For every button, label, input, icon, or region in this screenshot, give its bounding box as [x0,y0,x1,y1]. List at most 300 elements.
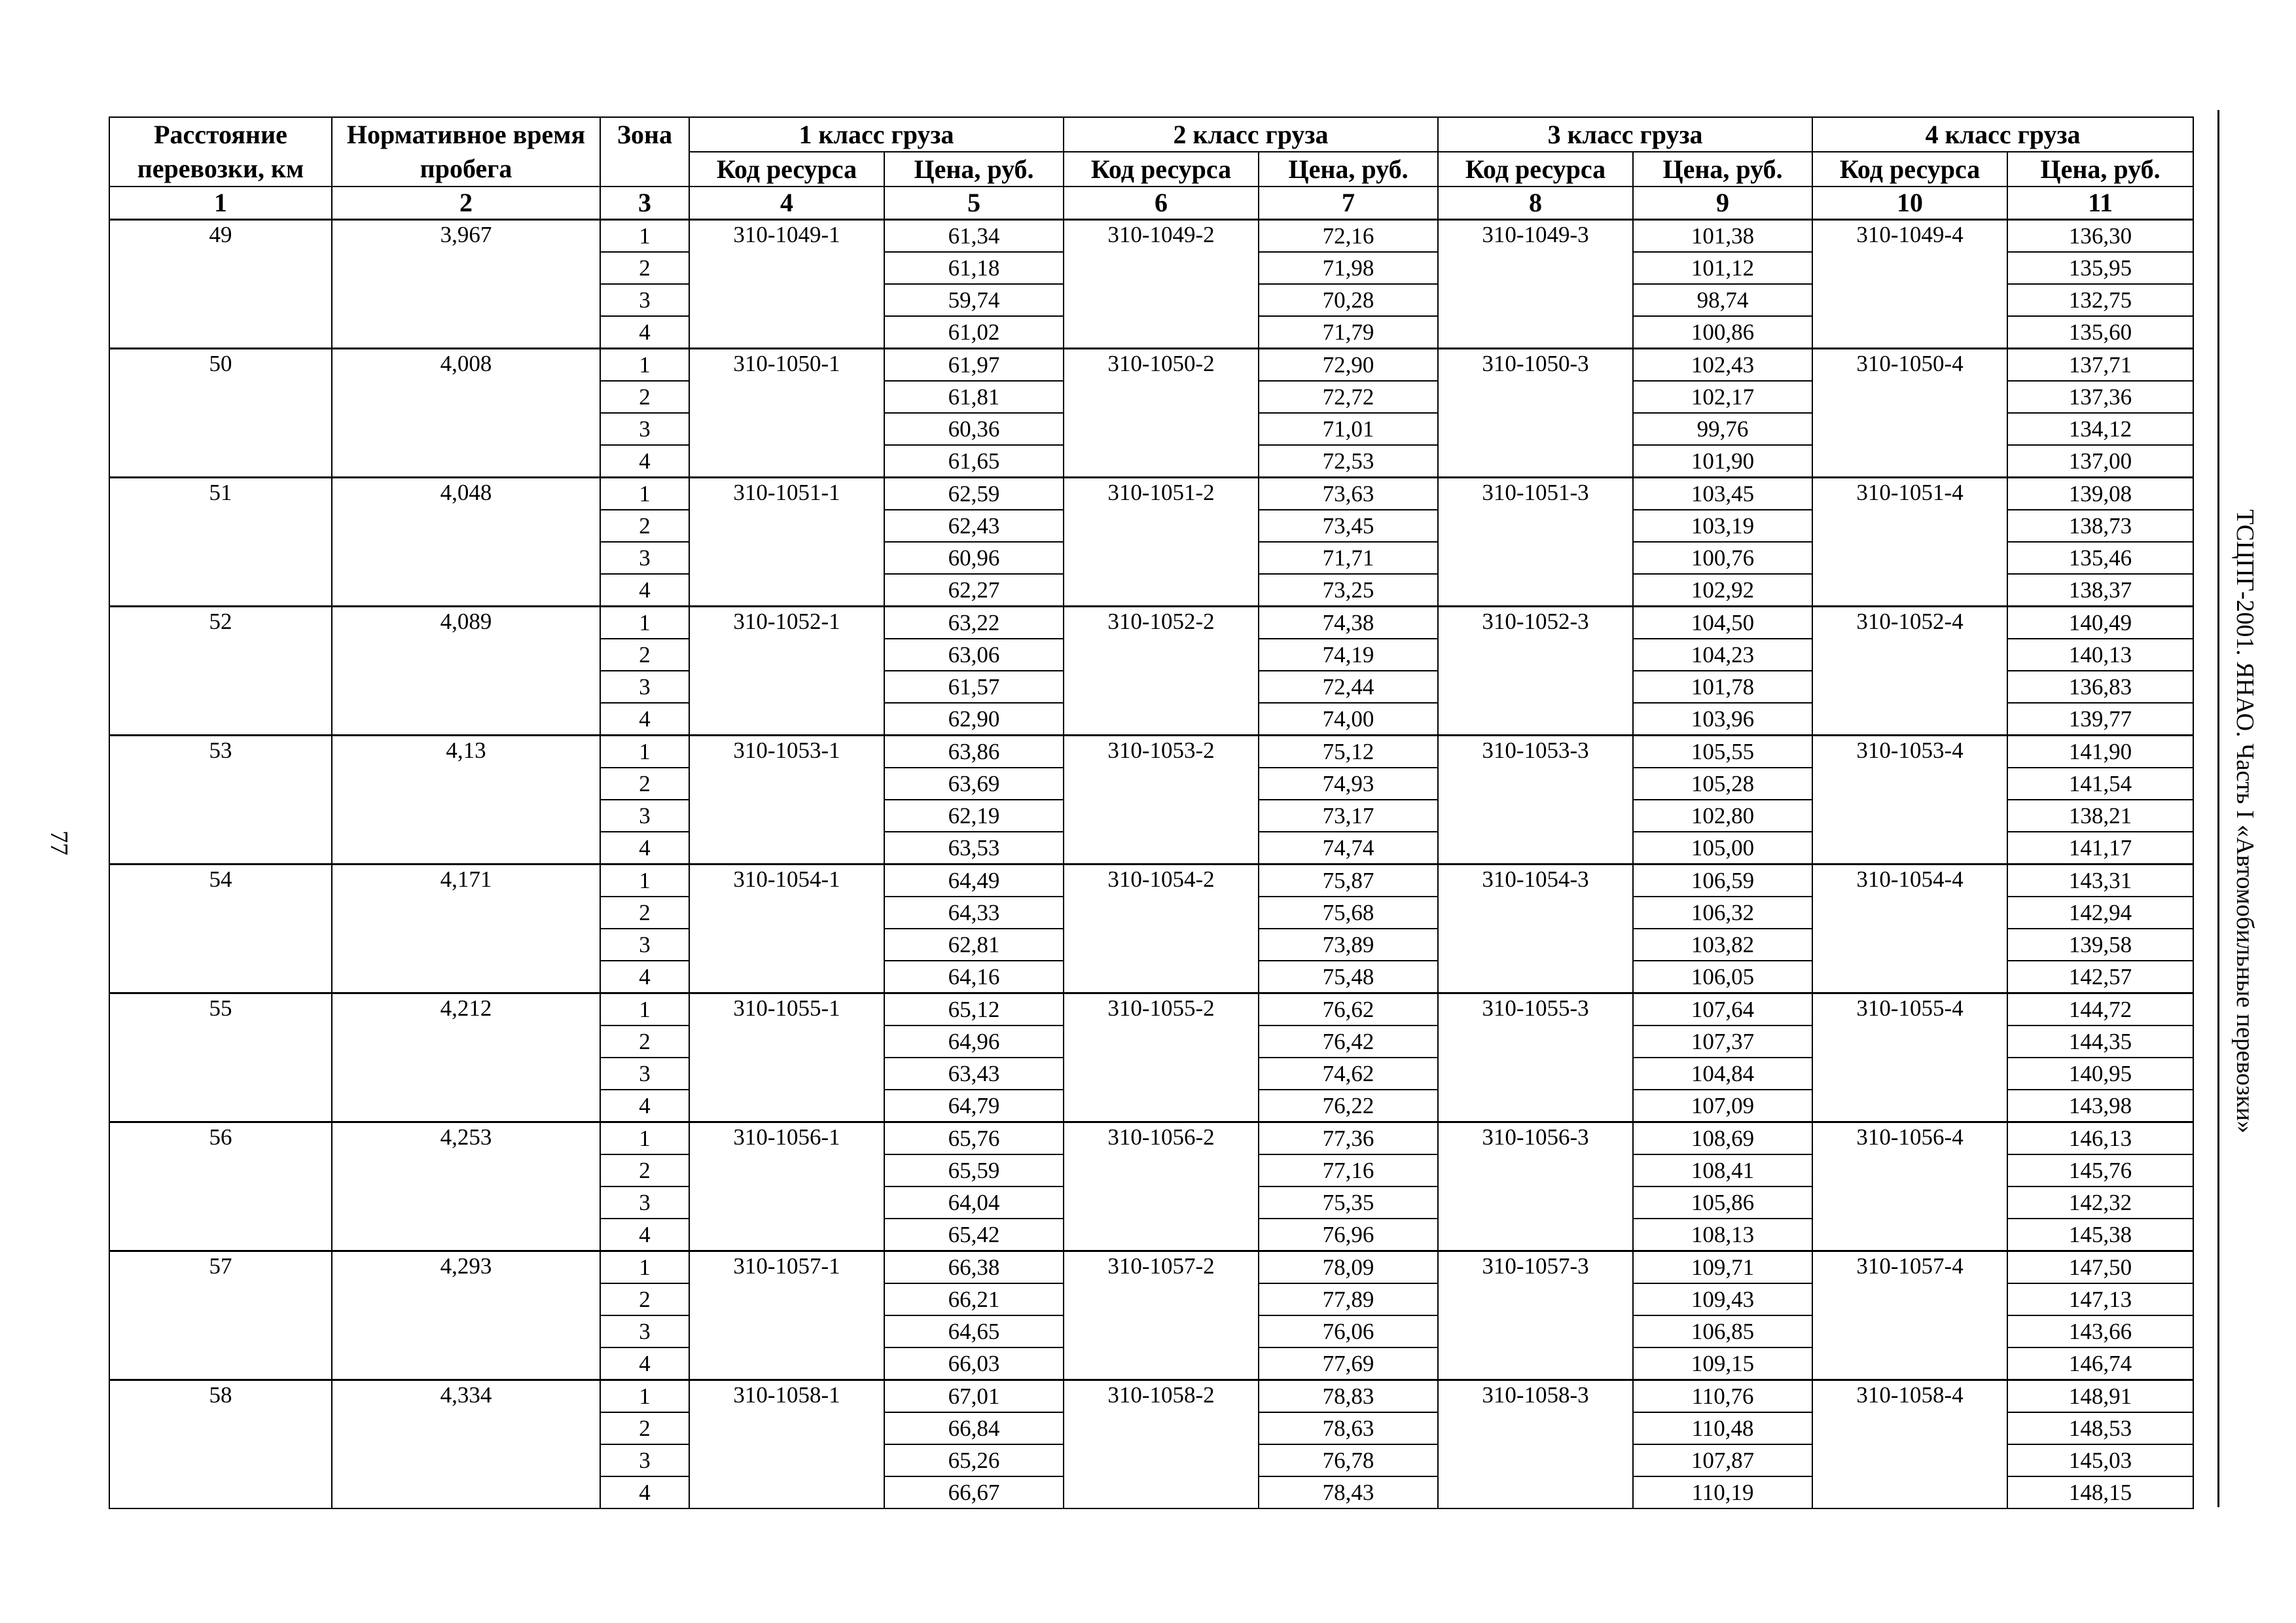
resource-code-cell: 310-1052-2 [1064,607,1259,736]
price-cell: 76,96 [1259,1219,1438,1251]
price-cell: 110,48 [1633,1412,1812,1444]
price-cell: 78,63 [1259,1412,1438,1444]
price-cell: 73,25 [1259,574,1438,607]
resource-code-cell: 310-1050-1 [689,349,884,478]
header-norm-time: Нормативное время пробега [332,117,600,187]
price-cell: 76,22 [1259,1090,1438,1122]
zone-cell: 4 [600,1476,689,1508]
column-number: 11 [2007,187,2193,220]
price-cell: 102,92 [1633,574,1812,607]
price-cell: 109,15 [1633,1347,1812,1380]
price-cell: 105,55 [1633,736,1812,768]
price-cell: 143,31 [2007,865,2193,897]
price-cell: 77,89 [1259,1283,1438,1315]
zone-cell: 2 [600,381,689,413]
price-cell: 139,77 [2007,703,2193,736]
price-cell: 99,76 [1633,413,1812,445]
zone-cell: 4 [600,1347,689,1380]
price-cell: 107,37 [1633,1026,1812,1058]
price-cell: 145,76 [2007,1154,2193,1186]
zone-cell: 4 [600,1219,689,1251]
zone-cell: 2 [600,1283,689,1315]
price-cell: 78,83 [1259,1380,1438,1413]
table-row [109,220,2193,253]
price-table [109,116,2194,1509]
header-price: Цена, руб. [884,152,1064,187]
price-cell: 77,36 [1259,1122,1438,1155]
zone-cell: 1 [600,220,689,253]
price-cell: 66,38 [884,1251,1064,1284]
distance-cell: 54 [109,865,332,993]
price-cell: 104,50 [1633,607,1812,639]
price-cell: 140,95 [2007,1058,2193,1090]
header-resource-code: Код ресурса [1064,152,1259,187]
price-cell: 102,43 [1633,349,1812,382]
price-cell: 106,59 [1633,865,1812,897]
price-cell: 145,03 [2007,1444,2193,1476]
norm-time-cell: 4,212 [332,993,600,1122]
resource-code-cell: 310-1053-3 [1438,736,1633,865]
distance-cell: 56 [109,1122,332,1251]
price-cell: 59,74 [884,284,1064,316]
price-cell: 74,93 [1259,768,1438,800]
price-cell: 142,94 [2007,897,2193,929]
zone-cell: 3 [600,1315,689,1347]
zone-cell: 1 [600,478,689,510]
distance-cell: 51 [109,478,332,607]
price-cell: 74,00 [1259,703,1438,736]
zone-cell: 1 [600,865,689,897]
price-cell: 61,02 [884,316,1064,349]
price-cell: 108,41 [1633,1154,1812,1186]
price-cell: 147,13 [2007,1283,2193,1315]
zone-cell: 4 [600,832,689,865]
price-cell: 65,42 [884,1219,1064,1251]
price-cell: 104,84 [1633,1058,1812,1090]
price-cell: 62,19 [884,800,1064,832]
price-cell: 74,62 [1259,1058,1438,1090]
zone-cell: 2 [600,1412,689,1444]
resource-code-cell: 310-1053-4 [1812,736,2007,865]
price-cell: 71,01 [1259,413,1438,445]
price-cell: 73,45 [1259,510,1438,542]
price-cell: 63,22 [884,607,1064,639]
resource-code-cell: 310-1054-1 [689,865,884,993]
header-resource-code: Код ресурса [689,152,884,187]
distance-cell: 57 [109,1251,332,1380]
price-cell: 62,43 [884,510,1064,542]
norm-time-cell: 4,253 [332,1122,600,1251]
header-price: Цена, руб. [1259,152,1438,187]
resource-code-cell: 310-1057-3 [1438,1251,1633,1380]
price-cell: 73,89 [1259,929,1438,961]
distance-cell: 53 [109,736,332,865]
column-number: 8 [1438,187,1633,220]
distance-cell: 49 [109,220,332,349]
price-cell: 102,80 [1633,800,1812,832]
zone-cell: 1 [600,1122,689,1155]
resource-code-cell: 310-1057-2 [1064,1251,1259,1380]
zone-cell: 2 [600,1026,689,1058]
price-cell: 101,38 [1633,220,1812,253]
zone-cell: 3 [600,542,689,574]
side-caption-text: ТСЦПГ-2001. ЯНАО. Часть I «Автомобильные перевозки» [2231,509,2259,1133]
resource-code-cell: 310-1051-3 [1438,478,1633,607]
resource-code-cell: 310-1057-1 [689,1251,884,1380]
resource-code-cell: 310-1052-4 [1812,607,2007,736]
price-cell: 110,19 [1633,1476,1812,1508]
price-cell: 66,03 [884,1347,1064,1380]
price-cell: 74,19 [1259,639,1438,671]
price-cell: 108,69 [1633,1122,1812,1155]
price-cell: 64,16 [884,961,1064,993]
column-number: 2 [332,187,600,220]
price-cell: 105,28 [1633,768,1812,800]
price-cell: 132,75 [2007,284,2193,316]
price-cell: 60,36 [884,413,1064,445]
zone-cell: 1 [600,349,689,382]
resource-code-cell: 310-1049-3 [1438,220,1633,349]
price-cell: 101,90 [1633,445,1812,478]
price-cell: 63,43 [884,1058,1064,1090]
price-cell: 103,19 [1633,510,1812,542]
price-cell: 141,90 [2007,736,2193,768]
distance-cell: 55 [109,993,332,1122]
price-cell: 145,38 [2007,1219,2193,1251]
header-resource-code: Код ресурса [1438,152,1633,187]
zone-cell: 3 [600,413,689,445]
price-cell: 78,09 [1259,1251,1438,1284]
price-cell: 148,91 [2007,1380,2193,1413]
column-number: 1 [109,187,332,220]
resource-code-cell: 310-1049-1 [689,220,884,349]
zone-cell: 3 [600,1444,689,1476]
resource-code-cell: 310-1056-3 [1438,1122,1633,1251]
price-cell: 107,87 [1633,1444,1812,1476]
resource-code-cell: 310-1058-4 [1812,1380,2007,1509]
price-cell: 63,53 [884,832,1064,865]
price-cell: 146,13 [2007,1122,2193,1155]
header-zone: Зона [600,117,689,187]
price-cell: 108,13 [1633,1219,1812,1251]
price-cell: 64,33 [884,897,1064,929]
price-cell: 148,53 [2007,1412,2193,1444]
price-cell: 109,71 [1633,1251,1812,1284]
column-number: 6 [1064,187,1259,220]
price-cell: 76,06 [1259,1315,1438,1347]
distance-cell: 52 [109,607,332,736]
price-cell: 109,43 [1633,1283,1812,1315]
resource-code-cell: 310-1058-3 [1438,1380,1633,1509]
price-cell: 138,21 [2007,800,2193,832]
price-cell: 72,72 [1259,381,1438,413]
price-cell: 136,83 [2007,671,2193,703]
price-cell: 143,98 [2007,1090,2193,1122]
norm-time-cell: 4,008 [332,349,600,478]
zone-cell: 1 [600,736,689,768]
price-cell: 64,65 [884,1315,1064,1347]
header-class-1: 1 класс груза [689,117,1064,152]
price-cell: 138,37 [2007,574,2193,607]
norm-time-cell: 3,967 [332,220,600,349]
price-cell: 74,74 [1259,832,1438,865]
zone-cell: 4 [600,445,689,478]
price-cell: 78,43 [1259,1476,1438,1508]
price-cell: 71,71 [1259,542,1438,574]
price-cell: 64,04 [884,1186,1064,1219]
price-cell: 139,58 [2007,929,2193,961]
resource-code-cell: 310-1057-4 [1812,1251,2007,1380]
price-cell: 75,35 [1259,1186,1438,1219]
resource-code-cell: 310-1058-2 [1064,1380,1259,1509]
zone-cell: 4 [600,1090,689,1122]
price-cell: 141,17 [2007,832,2193,865]
table-row [109,1122,2193,1155]
price-cell: 75,12 [1259,736,1438,768]
resource-code-cell: 310-1056-4 [1812,1122,2007,1251]
zone-cell: 3 [600,671,689,703]
price-cell: 146,74 [2007,1347,2193,1380]
zone-cell: 3 [600,284,689,316]
price-cell: 66,21 [884,1283,1064,1315]
resource-code-cell: 310-1052-3 [1438,607,1633,736]
table-body [109,220,2193,1509]
table-row [109,478,2193,510]
price-cell: 64,49 [884,865,1064,897]
resource-code-cell: 310-1055-3 [1438,993,1633,1122]
table-row [109,349,2193,382]
price-cell: 143,66 [2007,1315,2193,1347]
price-cell: 62,59 [884,478,1064,510]
price-cell: 65,76 [884,1122,1064,1155]
price-cell: 104,23 [1633,639,1812,671]
price-cell: 137,36 [2007,381,2193,413]
price-cell: 65,26 [884,1444,1064,1476]
price-cell: 107,64 [1633,993,1812,1026]
header-distance: Расстояние перевозки, км [109,117,332,187]
resource-code-cell: 310-1051-1 [689,478,884,607]
price-cell: 66,84 [884,1412,1064,1444]
distance-cell: 50 [109,349,332,478]
price-cell: 147,50 [2007,1251,2193,1284]
column-number: 10 [1812,187,2007,220]
price-cell: 62,81 [884,929,1064,961]
header-price: Цена, руб. [2007,152,2193,187]
header-class-2: 2 класс груза [1064,117,1438,152]
price-cell: 110,76 [1633,1380,1812,1413]
norm-time-cell: 4,293 [332,1251,600,1380]
price-cell: 64,96 [884,1026,1064,1058]
price-cell: 63,06 [884,639,1064,671]
price-cell: 142,57 [2007,961,2193,993]
price-cell: 144,35 [2007,1026,2193,1058]
column-number: 5 [884,187,1064,220]
zone-cell: 1 [600,1380,689,1413]
zone-cell: 3 [600,1186,689,1219]
price-cell: 73,63 [1259,478,1438,510]
column-number: 7 [1259,187,1438,220]
zone-cell: 2 [600,639,689,671]
price-cell: 77,16 [1259,1154,1438,1186]
zone-cell: 2 [600,768,689,800]
price-cell: 140,13 [2007,639,2193,671]
price-cell: 61,97 [884,349,1064,382]
price-cell: 137,00 [2007,445,2193,478]
price-cell: 103,96 [1633,703,1812,736]
zone-cell: 1 [600,1251,689,1284]
resource-code-cell: 310-1050-3 [1438,349,1633,478]
column-number: 9 [1633,187,1812,220]
price-cell: 76,42 [1259,1026,1438,1058]
distance-cell: 58 [109,1380,332,1509]
resource-code-cell: 310-1056-1 [689,1122,884,1251]
price-cell: 148,15 [2007,1476,2193,1508]
price-cell: 71,98 [1259,252,1438,284]
norm-time-cell: 4,048 [332,478,600,607]
table-row [109,993,2193,1026]
norm-time-cell: 4,334 [332,1380,600,1509]
price-cell: 105,00 [1633,832,1812,865]
resource-code-cell: 310-1050-2 [1064,349,1259,478]
zone-cell: 1 [600,607,689,639]
zone-cell: 3 [600,800,689,832]
price-cell: 77,69 [1259,1347,1438,1380]
price-cell: 100,76 [1633,542,1812,574]
price-cell: 139,08 [2007,478,2193,510]
price-cell: 74,38 [1259,607,1438,639]
zone-cell: 1 [600,993,689,1026]
price-cell: 60,96 [884,542,1064,574]
resource-code-cell: 310-1052-1 [689,607,884,736]
resource-code-cell: 310-1053-1 [689,736,884,865]
price-cell: 63,86 [884,736,1064,768]
price-cell: 76,62 [1259,993,1438,1026]
header-class-4: 4 класс груза [1812,117,2193,152]
page-number: 77 [45,830,73,855]
resource-code-cell: 310-1049-4 [1812,220,2007,349]
resource-code-cell: 310-1054-2 [1064,865,1259,993]
price-cell: 102,17 [1633,381,1812,413]
table-row [109,607,2193,639]
resource-code-cell: 310-1054-4 [1812,865,2007,993]
price-cell: 134,12 [2007,413,2193,445]
price-cell: 103,45 [1633,478,1812,510]
price-cell: 144,72 [2007,993,2193,1026]
price-cell: 103,82 [1633,929,1812,961]
price-cell: 72,53 [1259,445,1438,478]
price-cell: 142,32 [2007,1186,2193,1219]
price-cell: 70,28 [1259,284,1438,316]
zone-cell: 2 [600,897,689,929]
zone-cell: 4 [600,703,689,736]
price-cell: 105,86 [1633,1186,1812,1219]
price-cell: 65,59 [884,1154,1064,1186]
norm-time-cell: 4,089 [332,607,600,736]
price-cell: 100,86 [1633,316,1812,349]
side-rule [2217,110,2219,1507]
table-row [109,865,2193,897]
header-class-3: 3 класс груза [1438,117,1812,152]
price-cell: 62,27 [884,574,1064,607]
price-cell: 101,12 [1633,252,1812,284]
price-cell: 72,90 [1259,349,1438,382]
price-cell: 98,74 [1633,284,1812,316]
norm-time-cell: 4,13 [332,736,600,865]
price-cell: 73,17 [1259,800,1438,832]
resource-code-cell: 310-1053-2 [1064,736,1259,865]
price-cell: 138,73 [2007,510,2193,542]
price-cell: 135,95 [2007,252,2193,284]
resource-code-cell: 310-1055-2 [1064,993,1259,1122]
zone-cell: 3 [600,1058,689,1090]
resource-code-cell: 310-1055-1 [689,993,884,1122]
price-cell: 75,68 [1259,897,1438,929]
price-cell: 72,16 [1259,220,1438,253]
resource-code-cell: 310-1054-3 [1438,865,1633,993]
price-cell: 136,30 [2007,220,2193,253]
zone-cell: 4 [600,316,689,349]
price-cell: 75,87 [1259,865,1438,897]
price-cell: 141,54 [2007,768,2193,800]
table-row [109,1380,2193,1413]
price-cell: 106,85 [1633,1315,1812,1347]
resource-code-cell: 310-1050-4 [1812,349,2007,478]
zone-cell: 2 [600,510,689,542]
price-cell: 107,09 [1633,1090,1812,1122]
zone-cell: 4 [600,574,689,607]
price-cell: 61,81 [884,381,1064,413]
zone-cell: 3 [600,929,689,961]
price-cell: 64,79 [884,1090,1064,1122]
resource-code-cell: 310-1056-2 [1064,1122,1259,1251]
column-number: 4 [689,187,884,220]
table-row [109,736,2193,768]
price-cell: 71,79 [1259,316,1438,349]
norm-time-cell: 4,171 [332,865,600,993]
column-number: 3 [600,187,689,220]
price-cell: 72,44 [1259,671,1438,703]
price-cell: 65,12 [884,993,1064,1026]
price-cell: 135,46 [2007,542,2193,574]
price-cell: 140,49 [2007,607,2193,639]
price-cell: 62,90 [884,703,1064,736]
header-resource-code: Код ресурса [1812,152,2007,187]
resource-code-cell: 310-1051-2 [1064,478,1259,607]
price-cell: 135,60 [2007,316,2193,349]
zone-cell: 2 [600,1154,689,1186]
price-cell: 67,01 [884,1380,1064,1413]
price-cell: 137,71 [2007,349,2193,382]
resource-code-cell: 310-1051-4 [1812,478,2007,607]
price-cell: 106,32 [1633,897,1812,929]
price-cell: 61,57 [884,671,1064,703]
header-price: Цена, руб. [1633,152,1812,187]
zone-cell: 2 [600,252,689,284]
price-cell: 76,78 [1259,1444,1438,1476]
price-cell: 75,48 [1259,961,1438,993]
resource-code-cell: 310-1058-1 [689,1380,884,1509]
table-row [109,1251,2193,1284]
price-cell: 61,34 [884,220,1064,253]
price-cell: 66,67 [884,1476,1064,1508]
zone-cell: 4 [600,961,689,993]
price-cell: 106,05 [1633,961,1812,993]
price-cell: 61,65 [884,445,1064,478]
price-cell: 63,69 [884,768,1064,800]
resource-code-cell: 310-1049-2 [1064,220,1259,349]
price-cell: 101,78 [1633,671,1812,703]
resource-code-cell: 310-1055-4 [1812,993,2007,1122]
